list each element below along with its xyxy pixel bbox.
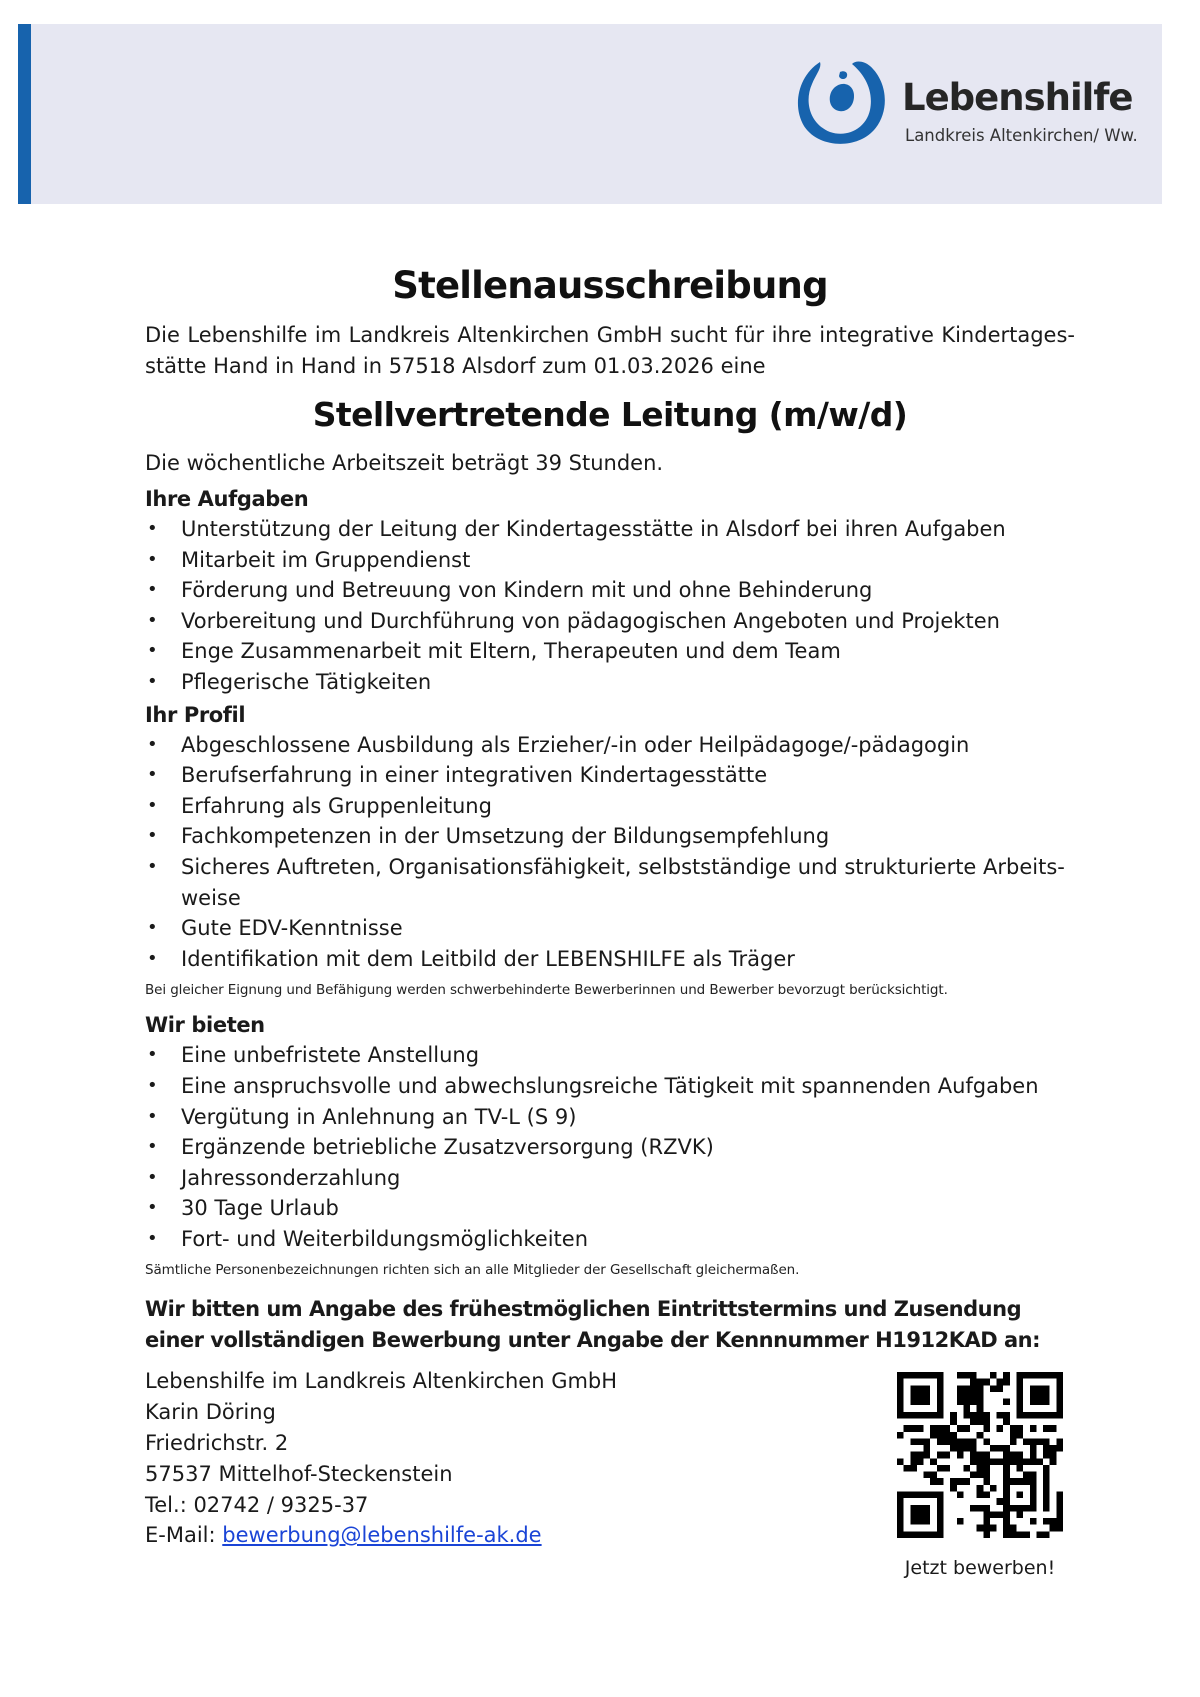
list-item: • Fachkompetenzen in der Umsetzung der Bildungsempfehlung	[145, 821, 1075, 852]
qr-code-icon[interactable]	[897, 1372, 1063, 1538]
list-item: • Pflegerische Tätigkeiten	[145, 667, 1075, 698]
bullet-icon: •	[147, 1044, 158, 1066]
list-item: • Eine anspruchsvolle und abwechslungsreiche Tätigkeit mit spannenden Aufgaben	[145, 1071, 1075, 1102]
bullet-icon: •	[147, 733, 158, 755]
bullet-icon: •	[147, 1197, 158, 1219]
list-item: • Ergänzende betriebliche Zusatzversorgung (RZVK)	[145, 1132, 1075, 1163]
header-accent-bar	[18, 24, 31, 204]
job-posting	[145, 262, 1075, 1551]
list-item: • Berufserfahrung in einer integrativen Kindertagesstätte	[145, 760, 1075, 791]
bullet-icon: •	[147, 1227, 158, 1249]
list-item: • Gute EDV-Kenntnisse	[145, 913, 1075, 944]
list-item: • Fort- und Weiterbildungsmöglichkeiten	[145, 1224, 1075, 1255]
bullet-icon: •	[147, 1105, 158, 1127]
list-item: • Sicheres Auftreten, Organisationsfähigkeit, selbstständige und strukturierte Arbeitsweise	[145, 852, 1075, 913]
contact-street: Friedrichstr. 2	[145, 1431, 289, 1456]
bullet-icon: •	[147, 1166, 158, 1188]
lebenshilfe-logo	[790, 30, 1150, 150]
profile-list	[145, 730, 1075, 975]
bullet-icon: •	[147, 1074, 158, 1096]
disability-note: Bei gleicher Eignung und Befähigung werden schwerbehinderte Bewerberinnen und Bewerber bevorzugt berücksichtigt.	[145, 982, 948, 999]
contact-phone: Tel.: 02742 / 9325-37	[145, 1492, 369, 1517]
list-item: • Förderung und Betreuung von Kindern mit und ohne Behinderung	[145, 575, 1075, 606]
bullet-icon: •	[147, 1136, 158, 1158]
bullet-icon: •	[147, 670, 158, 692]
working-hours: Die wöchentliche Arbeitszeit beträgt 39 Stunden.	[145, 451, 664, 475]
qr-caption: Jetzt bewerben!	[904, 1557, 1056, 1579]
bullet-icon: •	[147, 609, 158, 631]
bullet-icon: •	[147, 794, 158, 816]
section-heading-offer: Wir bieten	[145, 1013, 265, 1038]
contact-city: 57537 Mittelhof-Steckenstein	[145, 1461, 453, 1486]
section-heading-tasks: Ihre Aufgaben	[145, 487, 309, 511]
logo-subtitle: Landkreis Altenkirchen/ Ww.	[905, 126, 1138, 145]
list-item: • Identifikation mit dem Leitbild der LEBENSHILFE als Träger	[145, 944, 1075, 975]
job-title: Stellvertretende Leitung (m/w/d)	[312, 395, 908, 434]
list-item: • Vergütung in Anlehnung an TV-L (S 9)	[145, 1102, 1075, 1133]
section-heading-profile: Ihr Profil	[145, 702, 246, 727]
bullet-icon: •	[147, 917, 158, 939]
list-item: • Jahressonderzahlung	[145, 1163, 1075, 1194]
list-item: • Eine unbefristete Anstellung	[145, 1040, 1075, 1071]
tasks-list	[145, 514, 1075, 698]
bullet-icon: •	[147, 764, 158, 786]
bullet-icon: •	[147, 947, 158, 969]
list-item: • Erfahrung als Gruppenleitung	[145, 791, 1075, 822]
bullet-icon: •	[147, 548, 158, 570]
bullet-icon: •	[147, 640, 158, 662]
email-label: E-Mail:	[145, 1523, 223, 1548]
contact-person: Karin Döring	[145, 1400, 276, 1425]
bullet-icon: •	[147, 855, 158, 877]
logo-name: Lebenshilfe	[902, 76, 1133, 119]
contact-company: Lebenshilfe im Landkreis Altenkirchen GmbH	[145, 1369, 618, 1394]
page-title: Stellenausschreibung	[392, 264, 828, 307]
list-item: • Mitarbeit im Gruppendienst	[145, 545, 1075, 576]
bullet-icon: •	[147, 825, 158, 847]
inclusivity-note: Sämtliche Personenbezeichnungen richten sich an alle Mitglieder der Gesellschaft gleichermaßen.	[145, 1262, 800, 1279]
list-item: • 30 Tage Urlaub	[145, 1193, 1075, 1224]
list-item: • Abgeschlossene Ausbildung als Erzieher/-in oder Heilpädagoge/-pädagogin	[145, 730, 1075, 761]
bullet-icon: •	[147, 579, 158, 601]
intro-text: Die Lebenshilfe im Landkreis Altenkirchen GmbH sucht für ihre integrative Kindertagesstätte Hand in Hand in 57518 Alsdorf zum 01.03.2026 eine	[145, 323, 1075, 378]
application-instructions: Wir bitten um Angabe des frühestmöglichen Eintrittstermins und Zusendung einer vollständigen Bewerbung unter Angabe der Kennnummer H1912KAD an:	[145, 1297, 1040, 1353]
lebenshilfe-logo-icon	[790, 54, 890, 148]
list-item: • Vorbereitung und Durchführung von pädagogischen Angeboten und Projekten	[145, 606, 1075, 637]
email-link[interactable]: bewerbung@lebenshilfe-ak.de	[222, 1523, 542, 1548]
list-item: • Enge Zusammenarbeit mit Eltern, Therapeuten und dem Team	[145, 636, 1075, 667]
list-item: • Unterstützung der Leitung der Kindertagesstätte in Alsdorf bei ihren Aufgaben	[145, 514, 1075, 545]
bullet-icon: •	[147, 518, 158, 539]
offer-list	[145, 1040, 1075, 1254]
